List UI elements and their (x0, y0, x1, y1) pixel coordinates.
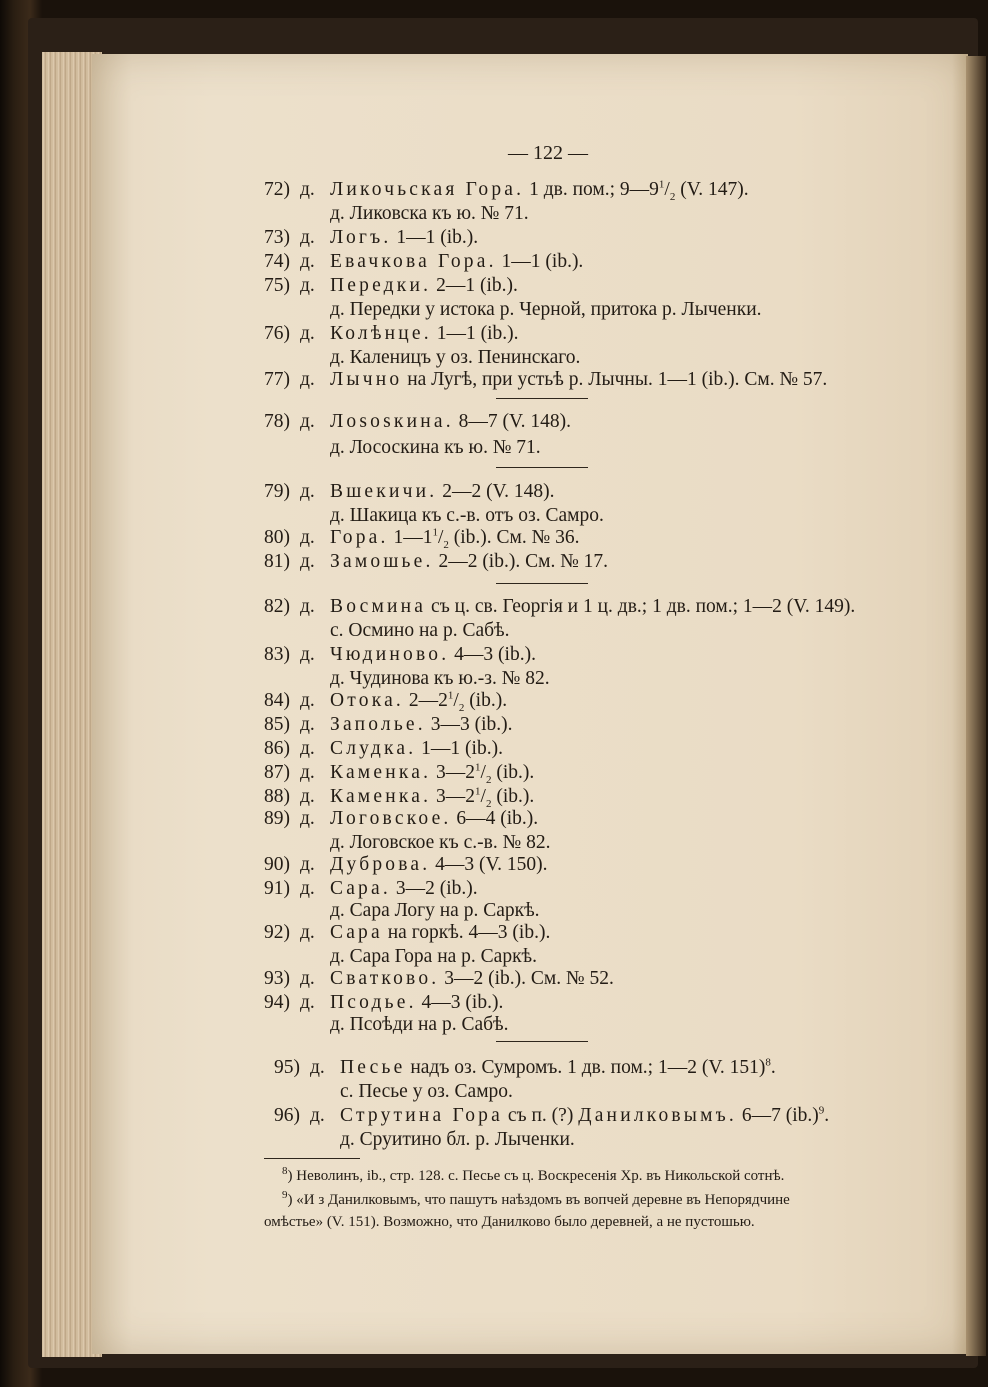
fraction-slash: / (453, 690, 459, 711)
entry-details: 4—3 (ib.). (416, 992, 504, 1013)
entry-number: 86) (264, 738, 290, 759)
fraction-denominator: 2 (458, 701, 465, 714)
entry-number: 94) (264, 992, 290, 1013)
fraction-slash: / (664, 179, 670, 200)
entry-body (330, 550, 608, 574)
entry-modern-location: д. Логовское къ с.-в. № 82. (330, 832, 551, 853)
entry-place-name: Ликочьская Гора. (330, 179, 525, 200)
book-page (92, 54, 968, 1354)
entry-number: 90) (264, 854, 290, 875)
entry-body (330, 967, 614, 991)
entry-number: 72) (264, 179, 290, 200)
entry-details: 3—2 (ib.). (390, 878, 478, 899)
footnote-reference: 9 (818, 1104, 825, 1117)
entry-place-name: Заполье. (330, 714, 426, 735)
entry-details: 1—1 (ib.). (391, 227, 479, 248)
entry-details: 8—7 (V. 148). (453, 411, 571, 432)
entry-place-name: Замошье. (330, 551, 434, 572)
entry-place-name: Вшекичи. (330, 481, 438, 502)
entry-place-name: Колѣнце. (330, 323, 432, 344)
entry-body (330, 250, 583, 274)
entry-number: 79) (264, 481, 290, 502)
entry-place-name: Сара (330, 922, 383, 943)
fraction-numerator: 1 (432, 526, 438, 539)
entry-type-abbr: д. (300, 369, 315, 390)
entry-place-name: Евачкова Гора. (330, 251, 497, 272)
entry-details: 2—1 (ib.). (431, 275, 518, 296)
entry-place-name: Логовское. (330, 808, 452, 829)
entry-modern-location: д. Передки у истока р. Черной, притока р. Лыченки. (330, 299, 762, 320)
entry-details: (ib.). (464, 690, 508, 711)
facing-page-edge (966, 56, 986, 1356)
entry-type-abbr: д. (300, 411, 315, 432)
entry-body (330, 877, 478, 901)
entry-type-abbr: д. (300, 878, 315, 899)
entry-modern-location: д. Сара Логу на р. Саркѣ. (330, 900, 540, 921)
entry-place-name: Передки. (330, 275, 432, 296)
entry-body (330, 526, 580, 550)
entry-place-name: Сара. (330, 878, 391, 899)
entry-details: 6—4 (ib.). (451, 808, 539, 829)
entry-body (330, 737, 503, 761)
entry-modern-location: д. Ликовска къ ю. № 71. (330, 203, 529, 224)
entry-body (330, 274, 518, 298)
footnote-mark: 9 (282, 1189, 288, 1201)
entry-details: (V. 147). (675, 179, 749, 200)
entry-number: 81) (264, 551, 290, 572)
entry-type-abbr: д. (300, 922, 315, 943)
entry-number: 96) (274, 1105, 300, 1126)
fraction-slash: / (480, 786, 486, 807)
entry-number: 77) (264, 369, 290, 390)
entry-details: 2—2 (V. 148). (437, 481, 555, 502)
entry-modern-location: д. Лососкина къ ю. № 71. (330, 437, 541, 458)
entry-details: 1 дв. пом.; 9—9 (524, 179, 659, 200)
entry-number: 88) (264, 786, 290, 807)
entry-body (330, 368, 827, 392)
entry-modern-location: с. Песье у оз. Самро. (340, 1081, 513, 1102)
fraction-denominator: 2 (485, 773, 492, 786)
entry-type-abbr: д. (300, 596, 315, 617)
entry-body (330, 480, 555, 504)
entry-body (330, 178, 749, 202)
footnote-divider (264, 1158, 360, 1159)
entry-details: 3—3 (ib.). (425, 714, 513, 735)
section-divider (496, 467, 588, 468)
entry-body (330, 761, 534, 785)
entry-number: 73) (264, 227, 290, 248)
entry-body (330, 991, 503, 1015)
entry-place-name: Песье (340, 1057, 406, 1078)
entry-place-name: Каменка. (330, 786, 432, 807)
entry-details: надъ оз. Сумромъ. 1 дв. пом.; 1—2 (V. 151) (405, 1057, 766, 1078)
entry-body (330, 807, 538, 831)
entry-type-abbr: д. (300, 527, 315, 548)
entry-type-abbr: д. (300, 808, 315, 829)
entry-modern-location: д. Псоѣди на р. Сабѣ. (330, 1014, 509, 1035)
entry-number: 93) (264, 968, 290, 989)
entry-place-name: Отока. (330, 690, 405, 711)
fraction-denominator: 2 (485, 797, 492, 810)
entry-type-abbr: д. (300, 179, 315, 200)
fraction-slash: / (480, 762, 486, 783)
entry-body (330, 713, 513, 737)
section-divider (496, 583, 588, 584)
footnote-mark: 8 (282, 1165, 288, 1177)
entry-details: на Лугѣ, при устьѣ р. Лычны. 1—1 (ib.). См. № 57. (402, 369, 828, 390)
entry-body (330, 921, 550, 945)
footnote (282, 1166, 784, 1186)
entry-details: . (770, 1057, 776, 1078)
entry-body (330, 643, 536, 667)
entry-body (330, 853, 547, 877)
entry-number: 76) (264, 323, 290, 344)
fraction-denominator: 2 (669, 190, 676, 203)
entry-type-abbr: д. (300, 644, 315, 665)
entry-place-name: Слудка. (330, 738, 417, 759)
entry-place-name: Сватково. (330, 968, 440, 989)
entry-details: 1—1 (ib.). (416, 738, 503, 759)
entry-modern-location: д. Шакица къ с.-в. отъ оз. Самро. (330, 505, 604, 526)
entry-details: 1—1 (ib.). (431, 323, 519, 344)
entry-details: съ ц. св. Георгія и 1 ц. дв.; 1 дв. пом.; 1—2 (V. 149). (426, 596, 856, 617)
entry-type-abbr: д. (300, 275, 315, 296)
entry-details: 1—1 (ib.). (496, 251, 584, 272)
footnote (282, 1190, 790, 1210)
entry-number: 83) (264, 644, 290, 665)
entry-type-abbr: д. (310, 1057, 325, 1078)
entry-number: 84) (264, 690, 290, 711)
entry-type-abbr: д. (300, 854, 315, 875)
fraction-denominator: 2 (443, 538, 449, 551)
entry-details: (ib.). (491, 786, 535, 807)
entry-number: 85) (264, 714, 290, 735)
entry-number: 95) (274, 1057, 300, 1078)
entry-owner-name: Данилковымъ. (578, 1105, 738, 1126)
entry-body (330, 785, 534, 809)
entry-details: 3—2 (431, 762, 476, 783)
page-number: — 122 — (508, 142, 588, 164)
entry-type-abbr: д. (300, 786, 315, 807)
fraction-numerator: 1 (447, 689, 454, 702)
entry-modern-location: д. Сара Гора на р. Саркѣ. (330, 946, 538, 967)
entry-details: съ п. (?) (503, 1105, 579, 1126)
entry-type-abbr: д. (300, 738, 315, 759)
entry-place-name: Чюдиново. (330, 644, 450, 665)
entry-body (330, 595, 855, 619)
entry-place-name: Лososкина. (330, 411, 454, 432)
entry-body (330, 410, 571, 434)
entry-number: 82) (264, 596, 290, 617)
entry-number: 78) (264, 411, 290, 432)
entry-place-name: Логъ. (330, 227, 392, 248)
entry-place-name: Струтина Гора (340, 1105, 503, 1126)
entry-number: 74) (264, 251, 290, 272)
entry-details: 4—3 (V. 150). (430, 854, 548, 875)
entry-body (340, 1104, 829, 1128)
footnote-text: ) Неволинъ, ib., стр. 128. с. Песье съ ц. Воскресенія Хр. въ Никольской сотнѣ. (287, 1168, 785, 1184)
entry-number: 87) (264, 762, 290, 783)
entry-details: на горкѣ. 4—3 (ib.). (382, 922, 551, 943)
entry-type-abbr: д. (300, 323, 315, 344)
entry-details: . (824, 1105, 830, 1126)
footnote (264, 1212, 755, 1232)
entry-place-name: Каменка. (330, 762, 432, 783)
entry-type-abbr: д. (300, 481, 315, 502)
entry-type-abbr: д. (300, 227, 315, 248)
fraction-numerator: 1 (658, 178, 665, 191)
entry-number: 91) (264, 878, 290, 899)
entry-number: 89) (264, 808, 290, 829)
section-divider (496, 398, 588, 399)
entry-body (330, 322, 519, 346)
entry-type-abbr: д. (300, 551, 315, 572)
entry-number: 75) (264, 275, 290, 296)
entry-number: 80) (264, 527, 290, 548)
entry-type-abbr: д. (310, 1105, 325, 1126)
entry-modern-location: д. Каленицъ у оз. Пенинскаго. (330, 347, 581, 368)
entry-details: 1—1 (388, 527, 433, 548)
entry-body (330, 226, 478, 250)
footnote-text: омѣстье» (V. 151). Возможно, что Данилково было деревней, а не пустошью. (264, 1214, 755, 1230)
entry-details: 2—2 (404, 690, 448, 711)
entry-place-name: Лычно (330, 369, 403, 390)
entry-type-abbr: д. (300, 968, 315, 989)
entry-details: 3—2 (ib.). См. № 52. (439, 968, 614, 989)
entry-place-name: Дуброва. (330, 854, 431, 875)
fraction-slash: / (437, 527, 444, 548)
entry-type-abbr: д. (300, 714, 315, 735)
entry-place-name: Восмина (330, 596, 427, 617)
entry-place-name: Гора. (330, 527, 389, 548)
entry-details: 2—2 (ib.). См. № 17. (433, 551, 609, 572)
entry-details: 4—3 (ib.). (449, 644, 536, 665)
entry-details: (ib.). См. № 36. (448, 527, 580, 548)
entry-number: 92) (264, 922, 290, 943)
entry-type-abbr: д. (300, 690, 315, 711)
entry-place-name: Псодье. (330, 992, 417, 1013)
fraction-numerator: 1 (475, 785, 481, 798)
entry-modern-location: д. Сруитино бл. р. Лыченки. (340, 1129, 575, 1150)
entry-details: (ib.). (491, 762, 535, 783)
footnote-text: ) «И з Данилковымъ, что пашутъ наѣздомъ въ вопчей деревне въ Непорядчине (287, 1192, 790, 1208)
section-divider (496, 1041, 588, 1042)
entry-modern-location: д. Чудинова къ ю.-з. № 82. (330, 668, 550, 689)
footnote-reference: 8 (765, 1056, 771, 1069)
entry-details: 3—2 (431, 786, 476, 807)
entry-type-abbr: д. (300, 762, 315, 783)
entry-body (340, 1056, 776, 1080)
entry-type-abbr: д. (300, 251, 315, 272)
entry-body (330, 689, 507, 713)
entry-details: 6—7 (ib.) (737, 1105, 819, 1126)
entry-modern-location: с. Осмино на р. Сабѣ. (330, 620, 510, 641)
entry-type-abbr: д. (300, 992, 315, 1013)
fraction-numerator: 1 (475, 761, 481, 774)
